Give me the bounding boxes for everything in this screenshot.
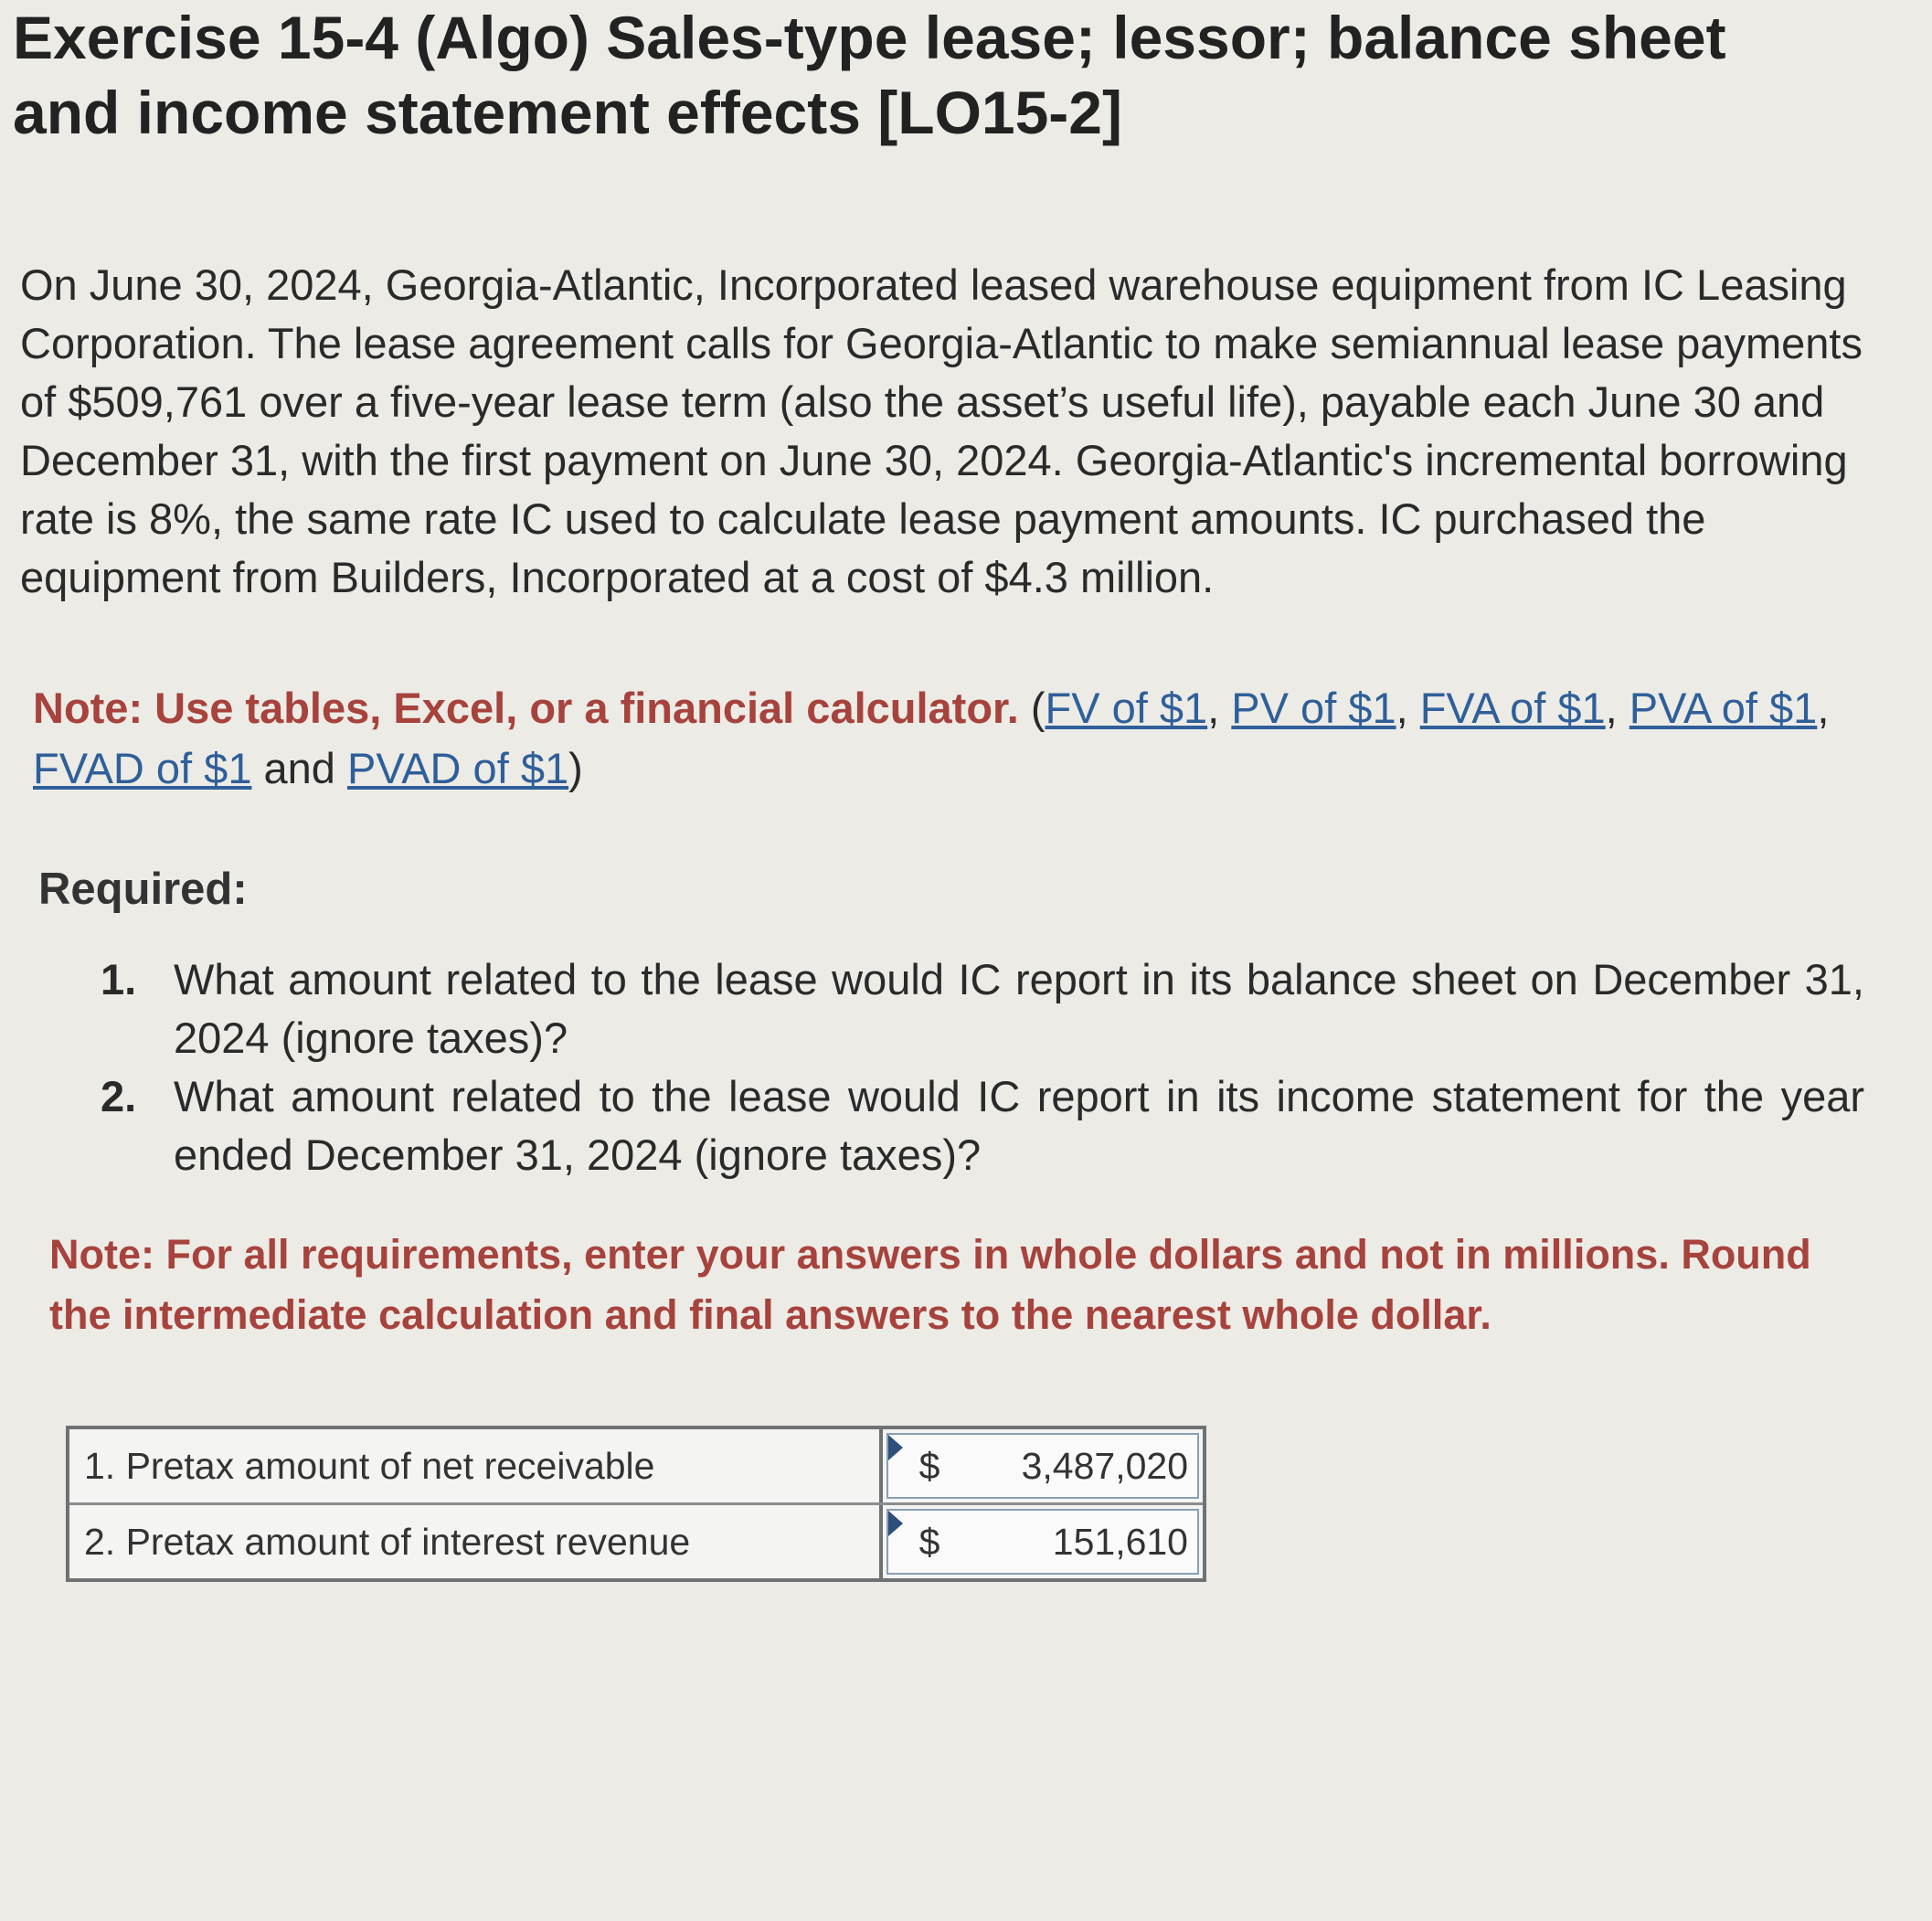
net-receivable-input[interactable] bbox=[886, 1433, 1199, 1499]
tables-note: Note: Use tables, Excel, or a financial calculator. (FV of $1, PV of $1, FVA of $1, PVA of $1, FVAD of $1 and PVAD of $1) bbox=[33, 684, 1830, 792]
link-fv-of-1[interactable]: FV of $1 bbox=[1045, 684, 1208, 732]
currency-symbol: $ bbox=[918, 1444, 940, 1487]
required-item-text: What amount related to the lease would IC report in its balance sheet on December 31, 2024 (ignore taxes)? bbox=[174, 955, 1864, 1062]
required-item-number: 1. bbox=[101, 955, 137, 1003]
currency-symbol: $ bbox=[918, 1520, 940, 1563]
answer-table bbox=[66, 1426, 1206, 1582]
required-item-number: 2. bbox=[101, 1072, 137, 1120]
rounding-note: Note: For all requirements, enter your answers in whole dollars and not in millions. Round the intermediate calculation and final answers to the nearest whole dollar. bbox=[49, 1231, 1811, 1338]
link-pva-of-1[interactable]: PVA of $1 bbox=[1629, 684, 1818, 732]
answer-label: 1. Pretax amount of net receivable bbox=[69, 1429, 883, 1502]
required-item-text: What amount related to the lease would IC report in its income statement for the year ended December 31, 2024 (ignore taxes)? bbox=[174, 1072, 1864, 1179]
answer-flag-icon bbox=[888, 1511, 903, 1536]
answer-label: 2. Pretax amount of interest revenue bbox=[69, 1505, 883, 1578]
answer-flag-icon bbox=[888, 1435, 903, 1460]
link-fvad-of-1[interactable]: FVAD of $1 bbox=[33, 744, 252, 792]
exercise-title: Exercise 15-4 (Algo) Sales-type lease; lessor; balance sheet and income statement effects [LO15-2] bbox=[13, 4, 1726, 146]
link-pv-of-1[interactable]: PV of $1 bbox=[1231, 684, 1396, 732]
required-item bbox=[101, 1067, 1864, 1184]
interest-revenue-input[interactable] bbox=[886, 1509, 1199, 1575]
problem-paragraph: On June 30, 2024, Georgia-Atlantic, Incorporated leased warehouse equipment from IC Leasing Corporation. The lease agreement calls for Georgia-Atlantic to make semiannual lease payments of $509,761 over a five-year lease term (also the asset’s useful life), payable each June 30 and December 31, with the first payment on June 30, 2024. Georgia-Atlantic's incremental borrowing rate is 8%, the same rate IC used to calculate lease payment amounts. IC purchased the equipment from Builders, Incorporated at a cost of $4.3 million. bbox=[20, 260, 1863, 601]
link-pvad-of-1[interactable]: PVAD of $1 bbox=[347, 744, 569, 792]
required-heading: Required: bbox=[38, 865, 248, 914]
tables-note-label: Note: Use tables, Excel, or a financial calculator. bbox=[33, 684, 1019, 732]
answer-row bbox=[69, 1505, 1203, 1578]
link-fva-of-1[interactable]: FVA of $1 bbox=[1419, 684, 1606, 732]
answer-value[interactable]: 3,487,020 bbox=[1021, 1444, 1188, 1487]
answer-value[interactable]: 151,610 bbox=[1052, 1520, 1188, 1563]
answer-row bbox=[69, 1429, 1203, 1505]
required-list bbox=[101, 950, 1864, 1184]
required-item bbox=[101, 950, 1864, 1067]
